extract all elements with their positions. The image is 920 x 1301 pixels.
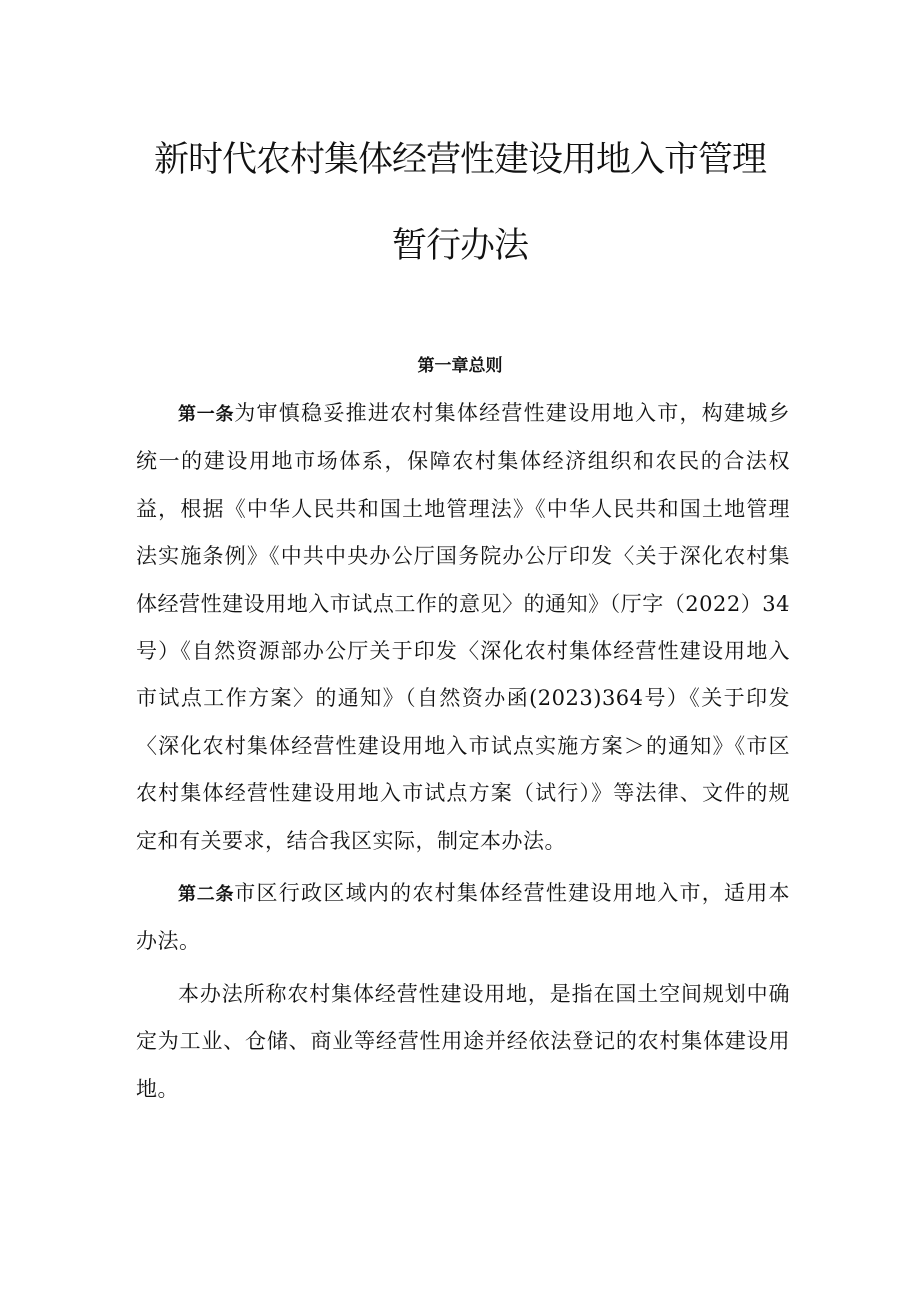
- article-2-paragraph: [136, 870, 790, 966]
- article-2-text: 市区行政区域内的农村集体经营性建设用地入市，适用本办法。: [136, 881, 791, 954]
- definition-paragraph: [136, 971, 790, 1113]
- document-body: [136, 390, 790, 1113]
- article-2-label: 第二条: [178, 884, 235, 906]
- document-title-line-1: 新时代农村集体经营性建设用地入市管理: [153, 140, 766, 180]
- chapter-heading: 第一章总则: [417, 356, 503, 376]
- article-1-text: 为审慎稳妥推进农村集体经营性建设用地入市，构建城乡统一的建设用地市场体系，保障农村集体经济组织和农民的合法权益，根据《中华人民共和国土地管理法》《中华人民共和国土地管理法实施条例》《中共中央办公厅国务院办公厅印发〈关于深化农村集体经营性建设用地入市试点工作的意见〉的通知》（厅字（2022）34号）《自然资源部办公厅关于印发〈深化农村集体经营性建设用地入市试点工作方案〉的通知》（自然资办函(2023)364号）《关于印发〈深化农村集体经营性建设用地入市试点实施方案＞的通知》《市区农村集体经营性建设用地入市试点方案（试行）》等法律、文件的规定和有关要求，结合我区实际，制定本办法。: [136, 401, 791, 853]
- article-1-label: 第一条: [178, 404, 235, 425]
- definition-text: 本办法所称农村集体经营性建设用地，是指在国土空间规划中确定为工业、仓储、商业等经营性用途并经依法登记的农村集体建设用地。: [136, 981, 790, 1101]
- article-1-paragraph: [136, 390, 790, 865]
- document-title-line-2: 暂行办法: [391, 226, 528, 266]
